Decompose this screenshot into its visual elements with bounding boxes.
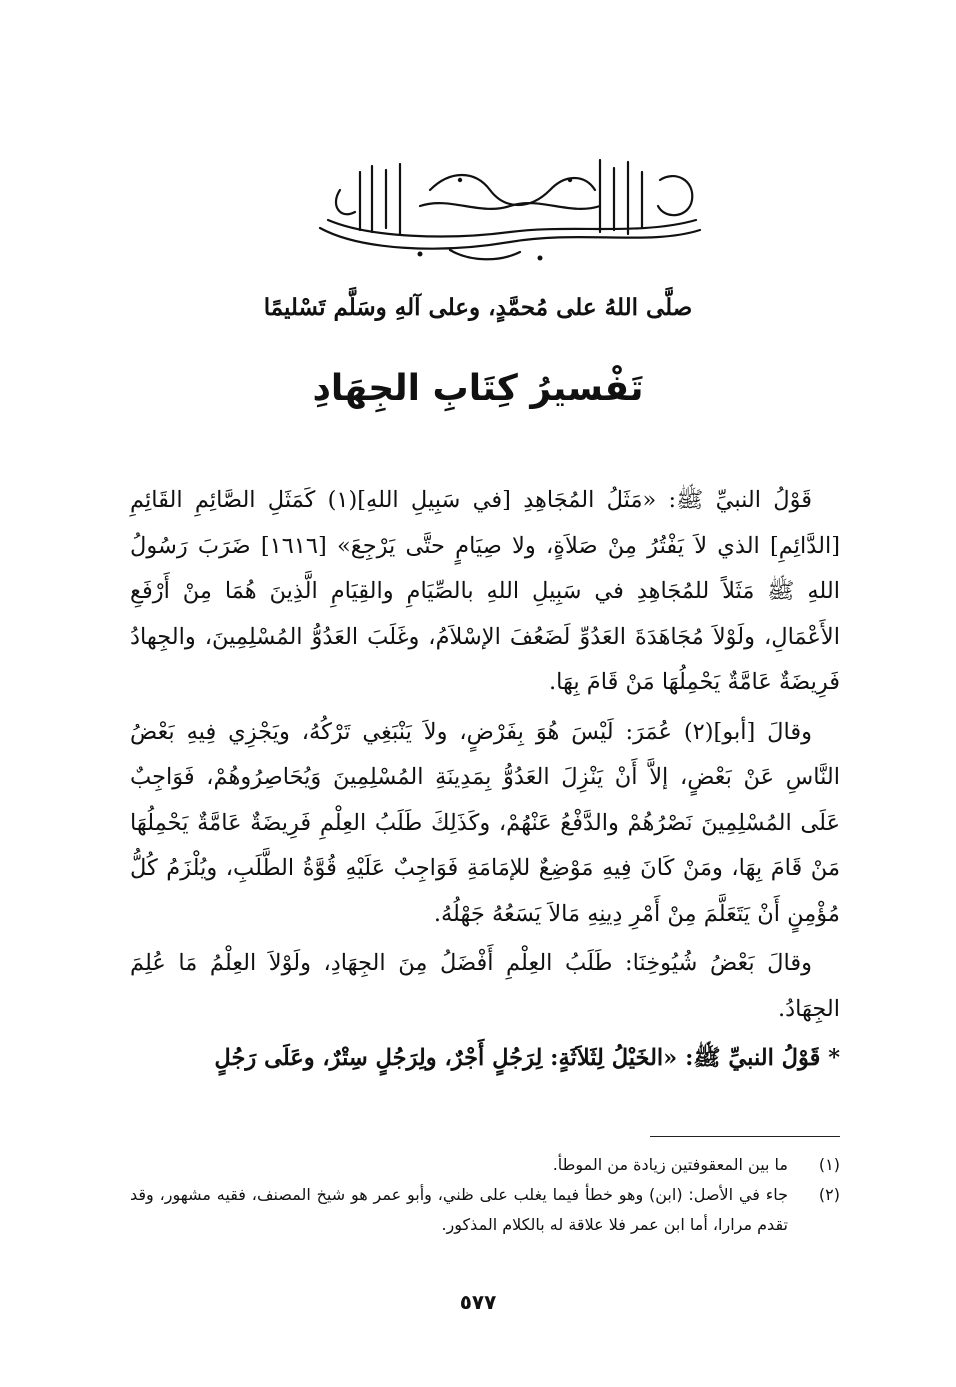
- paragraph-hadith-khayl: * قَوْلُ النبيِّ ﷺ: «الخَيْلُ لِثَلاَثَةٍ: لِرَجُلٍ أَجْرٌ، ولِرَجُلٍ سِتْرٌ، وعَلَى رَجُلٍ: [214, 1045, 840, 1071]
- basmala-calligraphy: [300, 150, 720, 270]
- footnote-divider: [650, 1136, 840, 1137]
- paragraph-shuyukh: وقالَ بَعْضُ شُيُوخِنَا: طَلَبُ العِلْمِ أَفْضَلُ مِنَ الجِهَادِ، ولَوْلاَ العِلْمُ مَا عُلِمَ الجِهَادُ.: [130, 950, 840, 1022]
- basmala-calligraphy-icon: [300, 150, 720, 270]
- footnote-text: جاء في الأصل: (ابن) وهو خطأ فيما يغلب على ظني، وأبو عمر هو شيخ المصنف، فقيه مشهور، وقد تقدم مرارا، أما ابن عمر فلا علاقة له بالكلام المذكور.: [130, 1185, 788, 1234]
- footnotes: [130, 1150, 840, 1240]
- footnote-item: [130, 1180, 840, 1240]
- salutation-line: صلَّى اللهُ على مُحمَّدٍ، وعلى آلهِ وسَلَّم تَسْليمًا: [263, 294, 693, 321]
- footnote-text: ما بين المعقوفتين زيادة من الموطأ.: [552, 1155, 788, 1174]
- page-number: ٥٧٧: [459, 1290, 497, 1314]
- footnote-number: (٢): [818, 1185, 840, 1204]
- body-text: [130, 478, 840, 1086]
- paragraph-abu-umar: وقالَ [أبو](٢) عُمَرَ: لَيْسَ هُوَ بِفَرْضٍ، ولاَ يَنْبَغِي تَرْكُهُ، ويَجْزِي فِيهِ بَعْضُ النَّاسِ عَنْ بَعْضٍ، إلاَّ أَنْ يَنْزِلَ العَدُوُّ بِمَدِينَةِ المُسْلِمِينَ وَيُحَاصِرُوهُمْ، فَوَاجِبٌ عَلَى المُسْلِمِينَ نَصْرُهُمْ والدَّفْعُ عَنْهُمْ، وكَذَلِكَ طَلَبُ العِلْمِ فَرِيضَةٌ عَامَّةٌ يَحْمِلُهَا مَنْ قَامَ بِهَا، ومَنْ كَانَ فِيهِ مَوْضِعٌ للإمَامَةِ فَوَاجِبٌ عَلَيْهِ قُوَّةُ الطَّلَبِ، ويُلْزَمُ كُلُّ مُؤْمِنٍ أَنْ يَتَعَلَّمَ مِنْ أَمْرِ دِينِهِ مَالاَ يَسَعُهُ جَهْلُهُ.: [130, 718, 840, 927]
- footnote-number: (١): [818, 1155, 840, 1174]
- footnote-item: [130, 1150, 840, 1180]
- paragraph-hadith-mujahid: قَوْلُ النبيِّ ﷺ: «مَثَلُ المُجَاهِدِ [في سَبِيلِ اللهِ](١) كَمَثَلِ الصَّائِمِ القَائِمِ [الدَّائِمِ] الذي لاَ يَفْتُرُ مِنْ صَلاَةٍ، ولا صِيَامٍ حتَّى يَرْجِعَ» [١٦١٦] ضَرَبَ رَسُولُ اللهِ ﷺ مَثَلاً للمُجَاهِدِ في سَبِيلِ اللهِ بالصِّيَامِ والقِيَامِ الَّذِينَ هُمَا مِنْ أَرْفَعِ الأَعْمَالِ، ولَوْلاَ مُجَاهَدَةَ العَدُوِّ لَضَعُفَ الإسْلاَمُ، وغَلَبَ العَدُوُّ المُسْلِمِينَ، والجِهادُ فَرِيضَةٌ عَامَّةٌ يَحْمِلُهَا مَنْ قَامَ بِهَا.: [130, 487, 840, 695]
- chapter-title: تَفْسيرُ كِتَابِ الجِهَادِ: [312, 368, 644, 409]
